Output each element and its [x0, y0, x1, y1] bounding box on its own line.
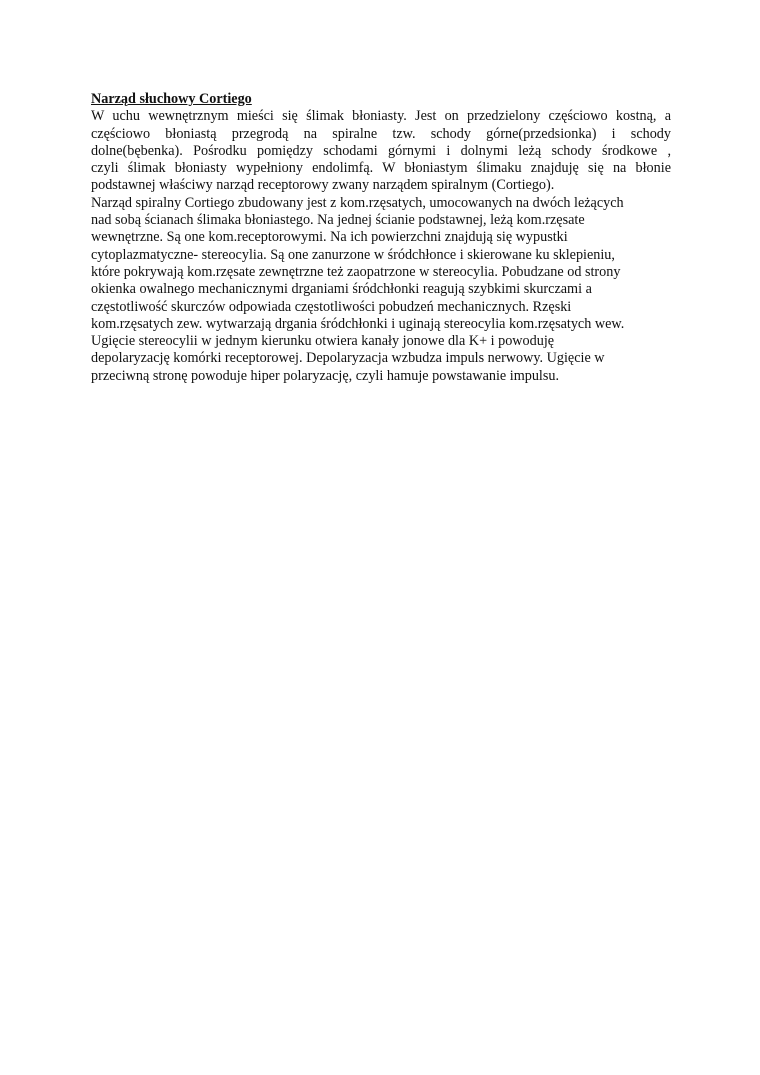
paragraph-2-line: Ugięcie stereocylii w jednym kierunku otwiera kanały jonowe dla K+ i powoduję	[91, 333, 555, 350]
paragraph-2-line: depolaryzację komórki receptorowej. Depolaryzacja wzbudza impuls nerwowy. Ugięcie w	[91, 350, 605, 367]
paragraph-2-line: cytoplazmatyczne- stereocylia. Są one zanurzone w śródchłonce i skierowane ku sklepieniu,	[91, 246, 615, 263]
document-title: Narząd słuchowy Cortiego	[91, 91, 252, 107]
paragraph-2-line: Narząd spiralny Cortiego zbudowany jest z kom.rzęsatych, umocowanych na dwóch leżących	[91, 194, 624, 211]
paragraph-2-line: częstotliwość skurczów odpowiada częstotliwości pobudzeń mechanicznych. Rzęski	[91, 298, 572, 315]
paragraph-2-line: nad sobą ścianach ślimaka błoniastego. Na jednej ścianie podstawnej, leżą kom.rzęsate	[91, 212, 585, 229]
paragraph-2-line: przeciwną stronę powoduje hiper polaryzację, czyli hamuje powstawanie impulsu.	[91, 367, 560, 384]
paragraph-1-line: W uchu wewnętrznym mieści się ślimak błoniasty. Jest on przedzielony częściowo kostną, a	[91, 108, 671, 125]
paragraph-1	[91, 108, 671, 194]
paragraph-2-line: kom.rzęsatych zew. wytwarzają drgania śródchłonki i uginają stereocylia kom.rzęsatych wew.	[91, 315, 625, 332]
paragraph-2-line: które pokrywają kom.rzęsate zewnętrzne też zaopatrzone w stereocylia. Pobudzane od strony	[91, 263, 621, 280]
paragraph-1-line: podstawnej właściwy narząd receptorowy zwany narządem spiralnym (Cortiego).	[91, 177, 555, 194]
paragraph-2	[91, 195, 671, 385]
paragraph-2-line: okienka owalnego mechanicznymi drganiami śródchłonki reagują szybkimi skurczami a	[91, 281, 592, 298]
document-body	[91, 91, 671, 385]
paragraph-1-line: dolne(bębenka). Pośrodku pomiędzy schodami górnymi i dolnymi leżą schody środkowe ,	[91, 142, 671, 159]
paragraph-1-line: czyli ślimak błoniasty wypełniony endolimfą. W błoniastym ślimaku znajduję się na błonie	[91, 160, 671, 177]
paragraph-1-line: częściowo błoniastą przegrodą na spiralne tzw. schody górne(przedsionka) i schody	[91, 125, 671, 142]
paragraph-2-line: wewnętrzne. Są one kom.receptorowymi. Na ich powierzchni znajdują się wypustki	[91, 229, 568, 246]
